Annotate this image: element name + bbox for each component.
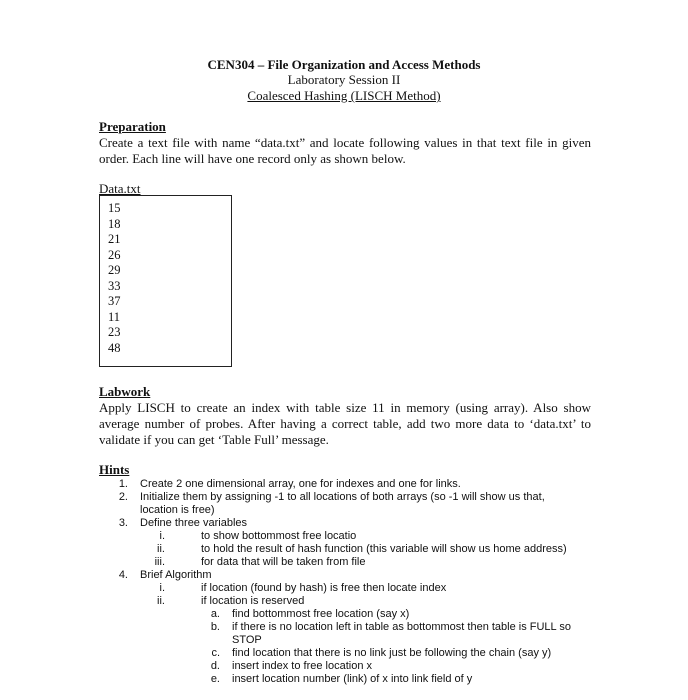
hint-subtext: to show bottommost free locatio [201, 530, 357, 542]
document-title: CEN304 – File Organization and Access Methods [207, 57, 481, 72]
data-file-box [99, 195, 232, 367]
hint-step-text-continued: STOP [232, 634, 262, 646]
data-value: 37 [108, 294, 121, 308]
data-value: 15 [108, 201, 121, 215]
preparation-text: Create a text file with name “data.txt” and locate following values in that text file in given order. Each line will have one record only as shown below. [99, 135, 591, 166]
data-value: 11 [108, 309, 121, 324]
data-value: 21 [108, 232, 121, 246]
data-value: 18 [108, 216, 121, 231]
hints-heading: Hints [99, 462, 130, 477]
hint-subtext: for data that will be taken from file [201, 556, 366, 568]
hint-subnumber: i. [159, 530, 165, 542]
hint-step-letter: e. [210, 673, 220, 685]
data-value: 48 [108, 340, 121, 355]
hint-number: 1. [118, 478, 128, 490]
hint-subtext: to hold the result of hash function (this variable will show us home address) [201, 543, 567, 555]
hint-number: 2. [118, 491, 128, 503]
hint-text-continued: location is free) [140, 504, 215, 516]
hint-subnumber: iii. [154, 556, 165, 568]
hint-number: 3. [118, 517, 128, 529]
hint-step-text: insert index to free location x [232, 660, 373, 672]
method-subtitle: Coalesced Hashing (LISCH Method) [247, 88, 441, 103]
hint-text: Initialize them by assigning -1 to all locations of both arrays (so -1 will show us that, [140, 491, 545, 503]
hint-step-letter: d. [210, 660, 220, 672]
data-value: 23 [108, 325, 121, 339]
hint-subnumber: ii. [157, 595, 165, 607]
data-value: 26 [108, 247, 121, 262]
hint-subnumber: ii. [157, 543, 165, 555]
hint-text: Define three variables [140, 517, 248, 529]
data-value: 29 [108, 263, 121, 277]
hint-step-letter: b. [210, 621, 220, 633]
hint-subtext: if location (found by hash) is free then locate index [201, 582, 447, 594]
hint-text: Create 2 one dimensional array, one for indexes and one for links. [140, 478, 461, 490]
hint-step-text: insert location number (link) of x into link field of y [232, 673, 473, 685]
hint-number: 4. [118, 569, 128, 581]
hint-step-letter: a. [210, 608, 220, 620]
hint-text: Brief Algorithm [140, 569, 212, 581]
data-file-label: Data.txt [99, 181, 141, 196]
preparation-heading: Preparation [99, 119, 166, 134]
labwork-text: Apply LISCH to create an index with table size 11 in memory (using array). Also show average number of probes. After having a correct table, add two more data to ‘data.txt’ to validate if you can get ‘Table Full’ message. [99, 400, 591, 447]
data-value: 33 [108, 278, 121, 293]
hint-step-letter: c. [211, 647, 220, 659]
hint-subtext: if location is reserved [201, 595, 305, 607]
hint-subnumber: i. [159, 582, 165, 594]
labwork-heading: Labwork [99, 384, 151, 399]
hint-step-text: if there is no location left in table as bottommost then table is FULL so [232, 621, 571, 633]
hint-step-text: find location that there is no link just be following the chain (say y) [232, 647, 552, 659]
session-subtitle: Laboratory Session II [287, 72, 401, 87]
hint-step-text: find bottommost free location (say x) [232, 608, 410, 620]
